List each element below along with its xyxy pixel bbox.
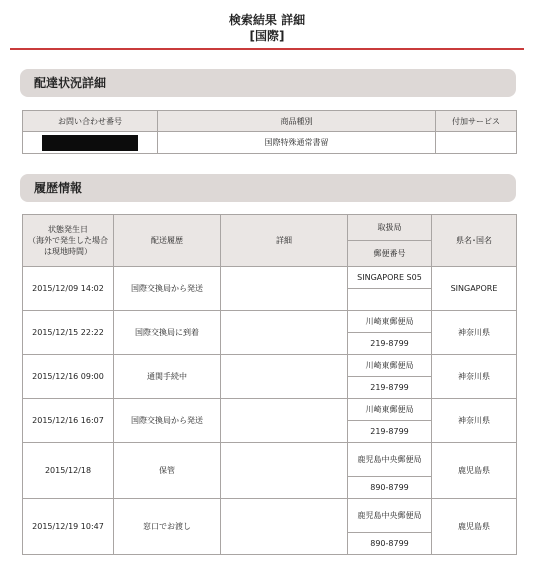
history-postal-code: 890-8799 bbox=[348, 477, 432, 499]
column-header-product-type: 商品種別 bbox=[158, 111, 436, 132]
history-office: 鹿児島中央郵便局 bbox=[348, 443, 432, 477]
column-header-status: 配送履歴 bbox=[114, 215, 221, 267]
page-subtitle: [国際] bbox=[249, 29, 285, 43]
history-date: 2015/12/09 14:02 bbox=[23, 267, 114, 311]
history-date: 2015/12/16 09:00 bbox=[23, 355, 114, 399]
column-header-inquiry-number: お問い合わせ番号 bbox=[23, 111, 158, 132]
history-office: SINGAPORE S05 bbox=[348, 267, 432, 289]
history-region: SINGAPORE bbox=[432, 267, 517, 311]
additional-service-cell bbox=[436, 132, 517, 154]
history-region: 鹿児島県 bbox=[432, 499, 517, 555]
history-status: 国際交換局に到着 bbox=[114, 311, 221, 355]
history-office: 川崎東郵便局 bbox=[348, 311, 432, 333]
column-header-additional-service: 付加サービス bbox=[436, 111, 517, 132]
history-status: 国際交換局から発送 bbox=[114, 267, 221, 311]
history-detail bbox=[221, 443, 348, 499]
table-row bbox=[23, 355, 517, 377]
history-status: 窓口でお渡し bbox=[114, 499, 221, 555]
history-region: 鹿児島県 bbox=[432, 443, 517, 499]
page-header bbox=[0, 12, 534, 44]
table-row bbox=[23, 443, 517, 477]
redacted-inquiry-number bbox=[42, 135, 138, 151]
history-region: 神奈川県 bbox=[432, 311, 517, 355]
product-type-cell: 国際特殊通常書留 bbox=[158, 132, 436, 154]
history-detail bbox=[221, 311, 348, 355]
history-detail bbox=[221, 499, 348, 555]
table-row bbox=[23, 499, 517, 533]
column-header-postal-code: 郵便番号 bbox=[348, 241, 432, 267]
history-detail bbox=[221, 267, 348, 311]
history-region: 神奈川県 bbox=[432, 355, 517, 399]
history-date: 2015/12/19 10:47 bbox=[23, 499, 114, 555]
history-status: 通関手続中 bbox=[114, 355, 221, 399]
history-office: 鹿児島中央郵便局 bbox=[348, 499, 432, 533]
history-status: 保管 bbox=[114, 443, 221, 499]
history-postal-code: 219-8799 bbox=[348, 421, 432, 443]
table-row bbox=[23, 399, 517, 421]
history-postal-code: 219-8799 bbox=[348, 333, 432, 355]
history-postal-code: 890-8799 bbox=[348, 533, 432, 555]
history-postal-code bbox=[348, 289, 432, 311]
column-header-office: 取扱局 bbox=[348, 215, 432, 241]
delivery-status-table bbox=[22, 110, 517, 154]
history-section-header: 履歴情報 bbox=[20, 174, 516, 202]
table-row bbox=[23, 267, 517, 289]
history-postal-code: 219-8799 bbox=[348, 377, 432, 399]
column-header-date: 状態発生日 （海外で発生した場合は現地時間） bbox=[23, 215, 114, 267]
history-date: 2015/12/16 16:07 bbox=[23, 399, 114, 443]
history-table bbox=[22, 214, 517, 555]
history-date: 2015/12/18 bbox=[23, 443, 114, 499]
inquiry-number-cell bbox=[23, 132, 158, 154]
history-office: 川崎東郵便局 bbox=[348, 399, 432, 421]
table-row bbox=[23, 311, 517, 333]
page-title: 検索結果 詳細 bbox=[228, 13, 306, 27]
history-date: 2015/12/15 22:22 bbox=[23, 311, 114, 355]
history-status: 国際交換局から発送 bbox=[114, 399, 221, 443]
column-header-region: 県名･国名 bbox=[432, 215, 517, 267]
delivery-section-header: 配達状況詳細 bbox=[20, 69, 516, 97]
history-detail bbox=[221, 355, 348, 399]
history-office: 川崎東郵便局 bbox=[348, 355, 432, 377]
history-region: 神奈川県 bbox=[432, 399, 517, 443]
column-header-detail: 詳細 bbox=[221, 215, 348, 267]
title-divider bbox=[10, 48, 524, 50]
history-detail bbox=[221, 399, 348, 443]
